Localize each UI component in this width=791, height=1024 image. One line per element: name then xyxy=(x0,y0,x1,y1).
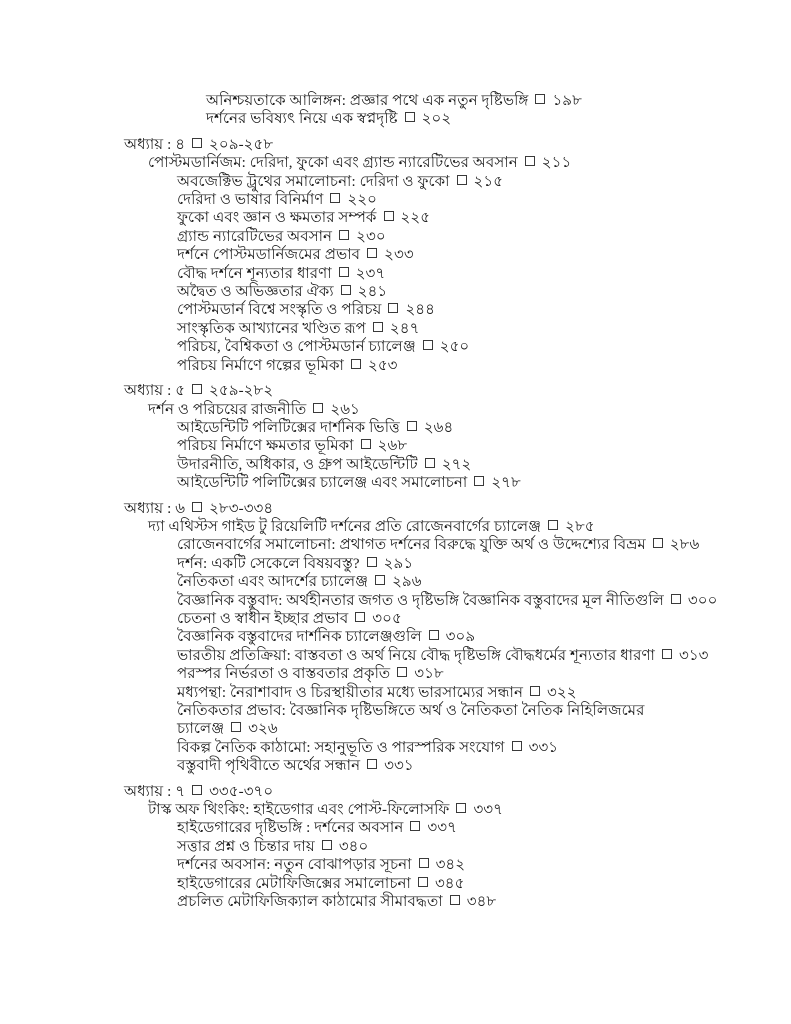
open-square-icon xyxy=(367,759,377,769)
open-square-icon xyxy=(330,193,340,203)
page-number: ৩০৫ xyxy=(372,610,402,627)
page-number: ৩৩১ xyxy=(528,739,559,756)
open-square-icon xyxy=(355,612,365,622)
chapter-label: অধ্যায় : ৬ xyxy=(124,500,186,517)
chapter-page-range: ৩৩৫-৩৭০ xyxy=(209,783,274,800)
page-number: ৩২৬ xyxy=(248,721,278,738)
toc-entry-text: বৌদ্ধ দর্শনে শূন্যতার ধারণা xyxy=(177,265,332,282)
toc-entry-row xyxy=(0,209,791,227)
toc-entry-text: পরিচয় নির্মাণে ক্ষমতার ভূমিকা xyxy=(177,438,354,455)
page-number: ২৫০ xyxy=(439,339,470,356)
toc-entry-text: পরিচয় নির্মাণে গল্পের ভূমিকা xyxy=(177,357,344,374)
toc-entry-row xyxy=(0,665,791,683)
open-square-icon xyxy=(530,686,540,696)
open-square-icon xyxy=(339,267,349,277)
page-number: ৩১৩ xyxy=(679,647,709,664)
toc-entry-row xyxy=(0,702,791,720)
toc-entry-text: পোস্টমডার্নিজম: দেরিদা, ফুকো এবং গ্র্যান্ড ন্যারেটিভের অবসান xyxy=(148,155,518,172)
toc-entry-text: দর্শনের ভবিষ্যৎ নিয়ে এক স্বপ্নদৃষ্টি xyxy=(206,111,398,128)
open-square-icon xyxy=(351,359,361,369)
open-square-icon xyxy=(548,520,558,530)
page-number: ৩১৮ xyxy=(414,666,444,683)
toc-entry-text: চেতনা ও স্বাধীন ইচ্ছার প্রভাব xyxy=(177,610,349,627)
open-square-icon xyxy=(367,248,377,258)
toc-entry-row xyxy=(0,801,791,819)
toc-chapter-row xyxy=(0,136,791,154)
page-number: ২১৫ xyxy=(473,173,504,190)
toc-entry-text: নৈতিকতা এবং আদর্শের চ্যালেঞ্জ xyxy=(177,574,369,591)
open-square-icon xyxy=(192,502,202,512)
open-square-icon xyxy=(367,557,377,567)
toc-entry-row xyxy=(0,647,791,665)
toc-entry-row xyxy=(0,228,791,246)
page-number: ২৭২ xyxy=(441,456,472,473)
toc-entry-row xyxy=(0,757,791,775)
toc-entry-text: হাইডেগারের দৃষ্টিভঙ্গি : দর্শনের অবসান xyxy=(177,820,404,837)
toc-chapter-row xyxy=(0,500,791,518)
page-number: ২৩৭ xyxy=(355,265,386,282)
toc-entry-text: ফুকো এবং জ্ঞান ও ক্ষমতার সম্পর্ক xyxy=(177,210,377,227)
open-square-icon xyxy=(361,439,371,449)
page-number: ২৬৮ xyxy=(377,438,408,455)
toc-list xyxy=(0,92,791,911)
open-square-icon xyxy=(405,112,415,122)
toc-entry-text: অবজেক্টিভ ট্রুথের সমালোচনা: দেরিদা ও ফুকো xyxy=(177,173,450,190)
toc-entry-text: বৈজ্ঞানিক বস্তুবাদ: অর্থহীনতার জগত ও দৃষ্টিভঙ্গি বৈজ্ঞানিক বস্তুবাদের মূল নীতিগুলি xyxy=(177,592,664,609)
page-number: ৩৪৫ xyxy=(434,875,465,892)
page-number: ২২৫ xyxy=(400,210,431,227)
toc-entry-text: দর্শনে পোস্টমডার্নিজমের প্রভাব xyxy=(177,247,361,264)
page-number: ২৯১ xyxy=(383,555,414,572)
chapter-label: অধ্যায় : ৪ xyxy=(124,136,186,153)
toc-entry-text: পোস্টমডার্ন বিশ্বে সংস্কৃতি ও পরিচয় xyxy=(177,302,382,319)
page-number: ২৯৬ xyxy=(392,574,422,591)
page-number: ২৮৬ xyxy=(669,537,700,554)
page-number: ২৫৩ xyxy=(367,357,398,374)
toc-entry-row xyxy=(0,739,791,757)
open-square-icon xyxy=(407,421,417,431)
toc-entry-row xyxy=(0,92,791,110)
toc-entry-text: বৈজ্ঞানিক বস্তুবাদের দার্শনিক চ্যালেঞ্জগুলি xyxy=(177,629,422,646)
toc-entry-row xyxy=(0,628,791,646)
toc-entry-text: রোজেনবার্গের সমালোচনা: প্রথাগত দর্শনের বিরুদ্ধে যুক্তি অর্থ ও উদ্দেশ্যের বিভ্রম xyxy=(177,537,646,554)
toc-entry-text: বস্তুবাদী পৃথিবীতে অর্থের সন্ধান xyxy=(177,758,361,775)
page-number: ৩৪০ xyxy=(338,838,369,855)
toc-entry-text: চ্যালেঞ্জ xyxy=(177,721,225,738)
toc-entry-row xyxy=(0,301,791,319)
toc-chapter-row xyxy=(0,382,791,400)
toc-entry-text: পরস্পর নির্ভরতা ও বাস্তবতার প্রকৃতি xyxy=(177,666,391,683)
page-number: ২১১ xyxy=(541,155,572,172)
toc-entry-text: দর্শনের অবসান: নতুন বোঝাপড়ার সূচনা xyxy=(177,857,412,874)
toc-entry-text: বিকল্প নৈতিক কাঠামো: সহানুভূতি ও পারস্পরিক সংযোগ xyxy=(177,739,505,756)
page-number: ৩৪২ xyxy=(435,857,466,874)
open-square-icon xyxy=(418,877,428,887)
open-square-icon xyxy=(425,458,435,468)
toc-entry-text: পরিচয়, বৈশ্বিকতা ও পোস্টমডার্ন চ্যালেঞ্জ xyxy=(177,339,416,356)
toc-chapter-row xyxy=(0,783,791,801)
open-square-icon xyxy=(535,94,545,104)
toc-entry-row xyxy=(0,819,791,837)
toc-entry-text: অদ্বৈত ও অভিজ্ঞতার ঐক্য xyxy=(177,284,334,301)
toc-entry-row xyxy=(0,518,791,536)
toc-entry-text: নৈতিকতার প্রভাব: বৈজ্ঞানিক দৃষ্টিভঙ্গিতে অর্থ ও নৈতিকতা নৈতিক নিহিলিজমের xyxy=(177,703,645,719)
page-number: ৩০৯ xyxy=(445,629,476,646)
toc-entry-text: দেরিদা ও ভাষার বিনির্মাণ xyxy=(177,192,324,209)
toc-entry-text: আইডেন্টিটি পলিটিক্সের দার্শনিক ভিত্তি xyxy=(177,419,400,436)
page-number: ৩৩৭ xyxy=(427,820,457,837)
open-square-icon xyxy=(375,575,385,585)
page-number: ২৪১ xyxy=(357,284,388,301)
open-square-icon xyxy=(456,803,466,813)
open-square-icon xyxy=(231,722,241,732)
open-square-icon xyxy=(410,821,420,831)
chapter-label: অধ্যায় : ৫ xyxy=(124,383,186,400)
open-square-icon xyxy=(512,741,522,751)
toc-entry-row xyxy=(0,357,791,375)
chapter-page-range: ২৫৯-২৮২ xyxy=(209,383,274,400)
toc-entry-text: হাইডেগারের মেটাফিজিক্সের সমালোচনা xyxy=(177,875,411,892)
toc-entry-row xyxy=(0,684,791,702)
page-number: ২৪৭ xyxy=(389,320,420,337)
page-number: ২৬৪ xyxy=(423,419,454,436)
page-number: ২৩০ xyxy=(356,228,386,245)
toc-entry-text: টাস্ক অফ থিংকিং: হাইডেগার এবং পোস্ট-ফিলোসফি xyxy=(148,802,450,819)
toc-entry-text: সত্তার প্রশ্ন ও চিন্তার দায় xyxy=(177,838,315,855)
toc-entry-row xyxy=(0,154,791,172)
toc-entry-row xyxy=(0,419,791,437)
page-number: ২০২ xyxy=(421,111,452,128)
page-number: ৩০০ xyxy=(687,592,718,609)
toc-entry-row xyxy=(0,246,791,264)
open-square-icon xyxy=(429,630,439,640)
open-square-icon xyxy=(341,285,351,295)
toc-entry-row xyxy=(0,573,791,591)
toc-entry-row xyxy=(0,191,791,209)
open-square-icon xyxy=(322,840,332,850)
toc-entry-row xyxy=(0,720,791,738)
open-square-icon xyxy=(662,649,672,659)
toc-entry-text: দ্যা এথিস্টস গাইড টু রিয়েলিটি দর্শনের প্রতি রোজেনবার্গের চ্যালেঞ্জ xyxy=(148,518,542,535)
open-square-icon xyxy=(192,138,202,148)
toc-entry-row xyxy=(0,320,791,338)
page-number: ২৭৮ xyxy=(491,475,521,492)
page-number: ২২০ xyxy=(347,192,378,209)
toc-entry-row xyxy=(0,474,791,492)
open-square-icon xyxy=(474,476,484,486)
open-square-icon xyxy=(671,594,681,604)
open-square-icon xyxy=(192,785,202,795)
toc-entry-text: আইডেন্টিটি পলিটিক্সের চ্যালেঞ্জ এবং সমালোচনা xyxy=(177,475,468,492)
toc-entry-row xyxy=(0,401,791,419)
toc-entry-row xyxy=(0,437,791,455)
toc-entry-text: ভারতীয় প্রতিক্রিয়া: বাস্তবতা ও অর্থ নিয়ে বৌদ্ধ দৃষ্টিভঙ্গি বৌদ্ধধর্মের শূন্যতার ধারণা xyxy=(177,647,655,664)
toc-entry-row xyxy=(0,265,791,283)
open-square-icon xyxy=(313,403,323,413)
toc-entry-text: প্রচলিত মেটাফিজিক্যাল কাঠামোর সীমাবদ্ধতা xyxy=(177,894,443,911)
toc-entry-text: উদারনীতি, অধিকার, ও গ্রুপ আইডেন্টিটি xyxy=(177,456,418,473)
open-square-icon xyxy=(192,384,202,394)
toc-entry-row xyxy=(0,173,791,191)
page-number: ১৯৮ xyxy=(552,93,582,109)
open-square-icon xyxy=(653,538,663,548)
toc-entry-row xyxy=(0,110,791,128)
toc-entry-text: দর্শন: একটি সেকেলে বিষয়বস্তু? xyxy=(177,555,360,572)
open-square-icon xyxy=(450,895,460,905)
toc-entry-row xyxy=(0,838,791,856)
chapter-label: অধ্যায় : ৭ xyxy=(124,783,186,800)
toc-entry-row xyxy=(0,536,791,554)
page-number: ২৬১ xyxy=(330,401,360,418)
page-number: ৩৩৭ xyxy=(473,802,504,819)
toc-entry-row xyxy=(0,456,791,474)
toc-entry-row xyxy=(0,555,791,573)
chapter-page-range: ২৮৩-৩৩৪ xyxy=(209,500,274,517)
toc-entry-row xyxy=(0,856,791,874)
open-square-icon xyxy=(419,858,429,868)
toc-entry-row xyxy=(0,610,791,628)
open-square-icon xyxy=(388,303,398,313)
toc-entry-text: মধ্যপন্থা: নৈরাশাবাদ ও চিরস্থায়ীতার মধ্যে ভারসাম্যের সন্ধান xyxy=(177,684,523,701)
open-square-icon xyxy=(423,340,433,350)
toc-entry-row xyxy=(0,283,791,301)
open-square-icon xyxy=(384,211,394,221)
toc-entry-text: অনিশ্চয়তাকে আলিঙ্গন: প্রজ্ঞার পথে এক নতুন দৃষ্টিভঙ্গি xyxy=(206,93,529,109)
toc-entry-row xyxy=(0,875,791,893)
open-square-icon xyxy=(525,156,535,166)
page-number: ৩৪৮ xyxy=(466,894,497,911)
page-number: ২৮৫ xyxy=(565,518,595,535)
open-square-icon xyxy=(339,230,349,240)
toc-entry-text: গ্র্যান্ড ন্যারেটিভের অবসান xyxy=(177,228,333,245)
open-square-icon xyxy=(397,667,407,677)
toc-entry-row xyxy=(0,338,791,356)
toc-entry-text: দর্শন ও পরিচয়ের রাজনীতি xyxy=(148,401,307,418)
toc-entry-row xyxy=(0,592,791,610)
open-square-icon xyxy=(457,175,467,185)
chapter-page-range: ২০৯-২৫৮ xyxy=(209,136,274,153)
open-square-icon xyxy=(373,322,383,332)
page-number: ৩৩১ xyxy=(384,758,414,775)
toc-entry-text: সাংস্কৃতিক আখ্যানের খণ্ডিত রূপ xyxy=(177,320,366,337)
page-number: ৩২২ xyxy=(547,684,577,701)
toc-entry-row xyxy=(0,893,791,911)
page-number: ২৩৩ xyxy=(384,247,414,264)
page-number: ২৪৪ xyxy=(405,302,435,319)
